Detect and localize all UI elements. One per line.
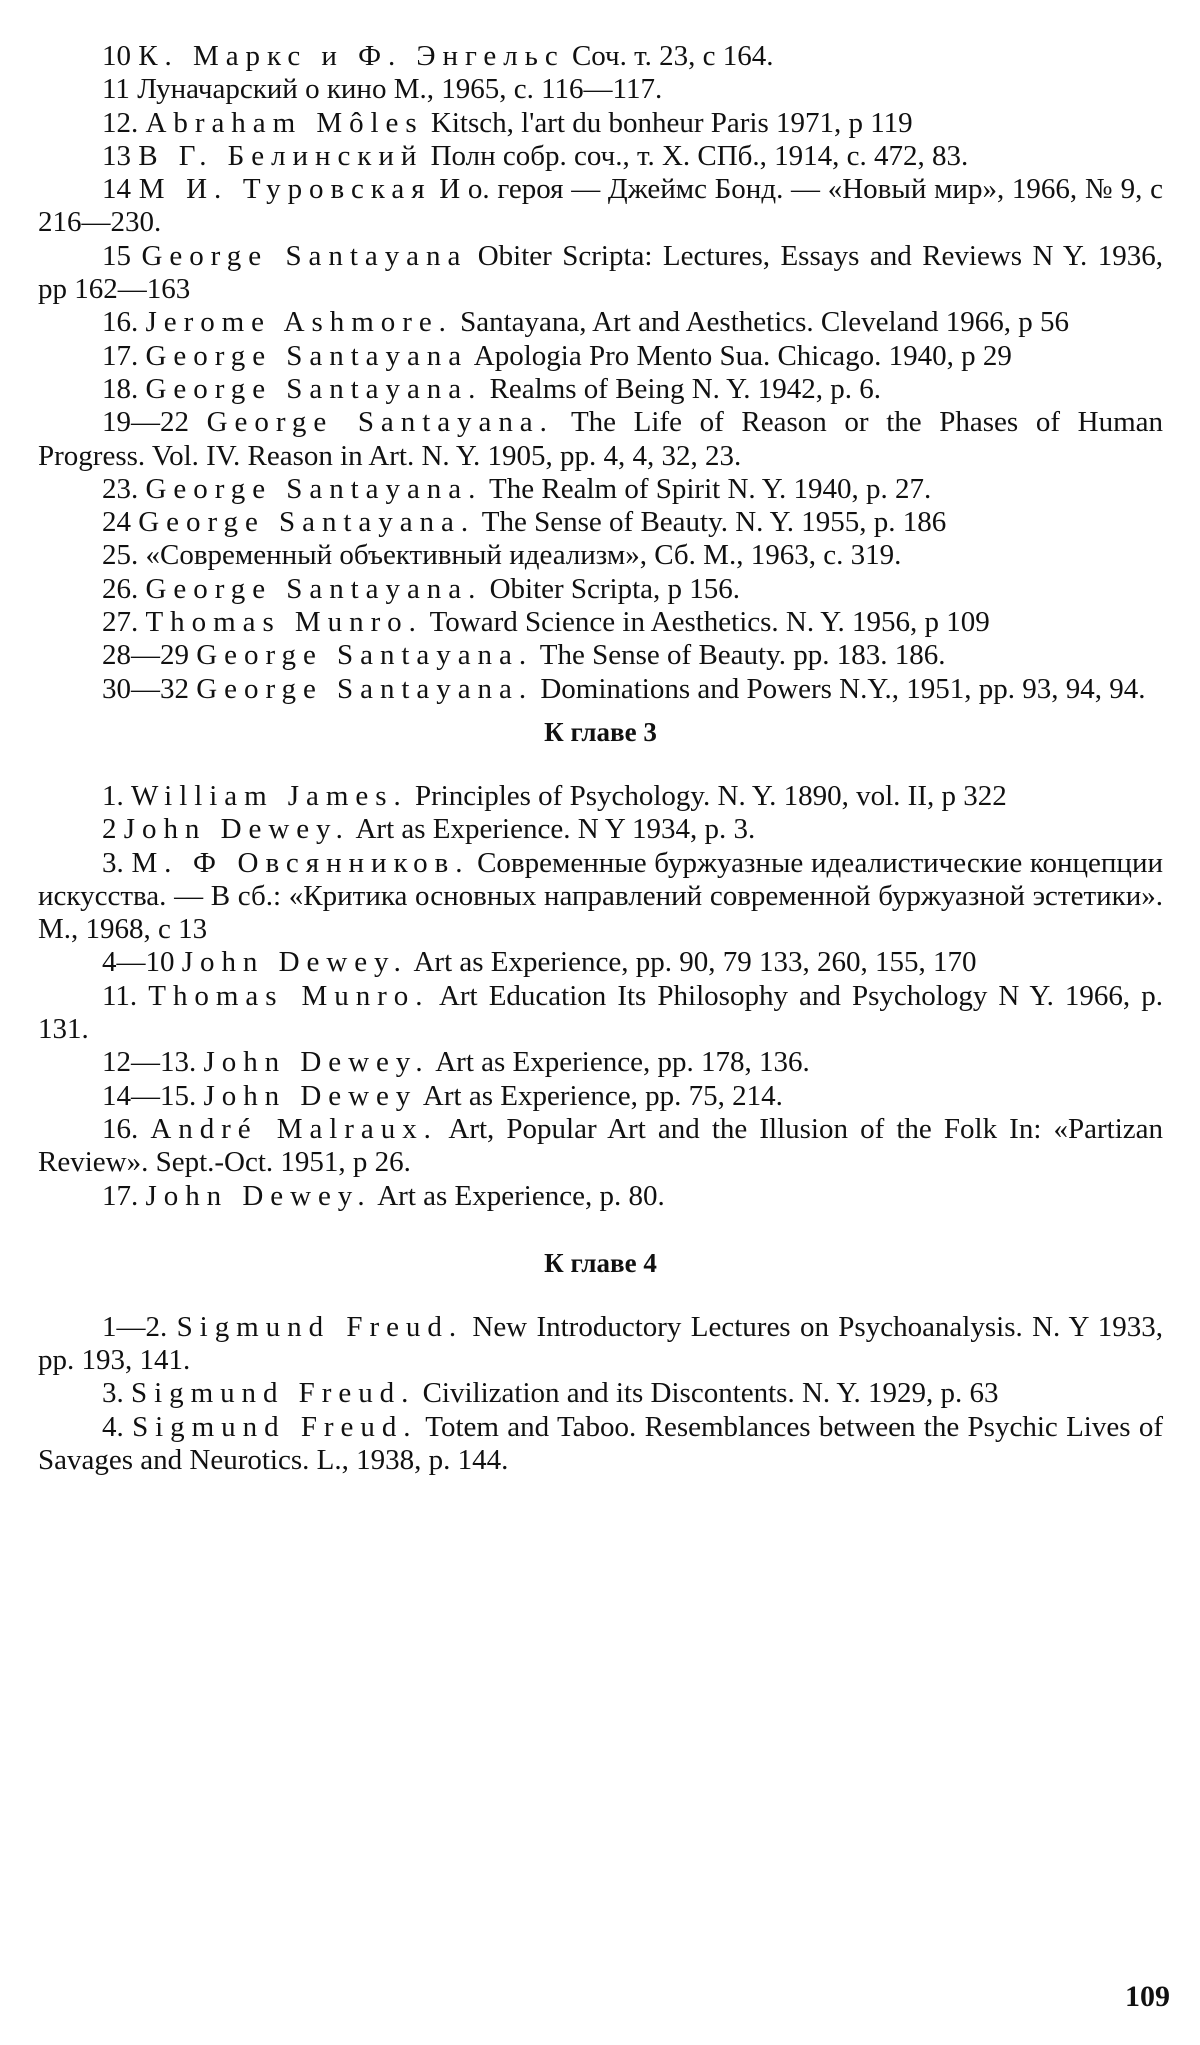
note-number: 16. bbox=[102, 1112, 139, 1145]
notes-section-chapter-4 bbox=[38, 1311, 1163, 1477]
note-text: The Sense of Beauty. pp. 183. 186. bbox=[533, 639, 946, 672]
note-author: George Santayana. bbox=[196, 639, 534, 672]
note-number: 28—29 bbox=[102, 639, 189, 672]
note-text: Kitsch, l'art du bonheur Paris 1971, p 119 bbox=[423, 106, 913, 139]
note-item bbox=[38, 813, 1163, 846]
note-item bbox=[38, 1113, 1163, 1180]
note-text: Apologia Pro Mento Sua. Chicago. 1940, p 29 bbox=[468, 339, 1012, 372]
note-text: New Introductory Lectures on Psychoanalysis. N. Y 1933, pp. 193, 141. bbox=[38, 1310, 1163, 1377]
note-author: George Santayana. bbox=[196, 672, 534, 705]
note-text: И о. героя — Джеймс Бонд. — «Новый мир», 1966, № 9, с 216—230. bbox=[38, 173, 1163, 239]
note-number: 25. bbox=[102, 539, 139, 572]
note-author: George Santayana. bbox=[138, 506, 476, 539]
note-author: В Г. Белинский bbox=[138, 139, 424, 172]
notes-page bbox=[38, 40, 1163, 1477]
note-number: 30—32 bbox=[102, 672, 189, 705]
note-text: «Современный объективный идеализм», Сб. М., 1963, с. 319. bbox=[145, 539, 902, 572]
note-number: 27. bbox=[102, 606, 139, 639]
note-author: Sigmund Freud. bbox=[176, 1310, 464, 1343]
note-number: 17. bbox=[102, 1179, 139, 1212]
note-author: М И. Туровская bbox=[138, 173, 432, 206]
note-number: 11 bbox=[102, 73, 130, 106]
note-text: Art as Experience, pp. 90, 79 133, 260, 155, 170 bbox=[407, 946, 977, 979]
note-author: John Dewey. bbox=[123, 813, 350, 846]
note-item bbox=[38, 1377, 1163, 1410]
note-text: The Life of Reason or the Phases of Human Progress. Vol. IV. Reason in Art. N. Y. 1905, pp. 4, 4, 32, 23. bbox=[38, 406, 1164, 472]
note-item bbox=[38, 240, 1163, 307]
note-author: George Santayana. bbox=[145, 572, 483, 605]
note-number: 23. bbox=[102, 472, 139, 505]
note-text: Art as Experience, pp. 75, 214. bbox=[417, 1079, 783, 1112]
note-number: 13 bbox=[102, 139, 131, 172]
note-item bbox=[38, 980, 1163, 1047]
note-text: Realms of Being N. Y. 1942, p. 6. bbox=[482, 372, 882, 405]
note-text: Principles of Psychology. N. Y. 1890, vol. II, p 322 bbox=[407, 779, 1007, 812]
note-item bbox=[38, 946, 1163, 979]
note-text: The Realm of Spirit N. Y. 1940, p. 27. bbox=[482, 472, 932, 505]
note-item bbox=[38, 573, 1163, 606]
note-author: George Santayana. bbox=[145, 472, 483, 505]
note-number: 14—15. bbox=[102, 1079, 197, 1112]
note-author: Thomas Munro. bbox=[148, 979, 430, 1012]
note-item bbox=[38, 780, 1163, 813]
note-item bbox=[38, 1080, 1163, 1113]
note-text: Santayana, Art and Aesthetics. Cleveland 1966, p 56 bbox=[452, 306, 1069, 339]
note-item bbox=[38, 673, 1163, 706]
note-text: Art as Experience. N Y 1934, p. 3. bbox=[349, 813, 756, 846]
note-item bbox=[38, 1411, 1163, 1478]
note-author: John Dewey. bbox=[145, 1179, 372, 1212]
note-number: 3. bbox=[102, 1377, 124, 1410]
note-text: Dominations and Powers N.Y., 1951, pp. 93, 94, 94. bbox=[533, 672, 1146, 705]
note-item bbox=[38, 1311, 1163, 1378]
note-author: Jerome Ashmore. bbox=[145, 306, 453, 339]
note-author: George Santayana. bbox=[206, 406, 554, 439]
note-text: Toward Science in Aesthetics. N. Y. 1956, p 109 bbox=[422, 606, 990, 639]
note-author: К. Маркс и Ф. Энгельс bbox=[138, 40, 565, 72]
chapter-heading-3: К главе 3 bbox=[544, 716, 657, 747]
note-item bbox=[38, 506, 1163, 539]
note-text: Соч. т. 23, с 164. bbox=[564, 40, 774, 72]
note-text: Obiter Scripta, p 156. bbox=[482, 572, 741, 605]
note-text: Art as Experience, pp. 178, 136. bbox=[429, 1046, 810, 1079]
notes-section-continued bbox=[38, 40, 1163, 706]
note-author: John Dewey. bbox=[203, 1046, 430, 1079]
note-text: Полн собр. соч., т. X. СПб., 1914, с. 472, 83. bbox=[423, 139, 969, 172]
note-author: John Dewey. bbox=[181, 946, 408, 979]
note-author: George Santayana bbox=[141, 239, 468, 272]
note-number: 15 bbox=[102, 239, 131, 272]
note-text: Современные буржуазные идеалистические концепции искусства. — В сб.: «Критика основных направлений современной буржуазной эстетики». М., 1968, с 13 bbox=[38, 846, 1163, 946]
note-item bbox=[38, 73, 1163, 106]
note-author: William James. bbox=[131, 779, 408, 812]
note-number: 1—2. bbox=[102, 1310, 168, 1343]
note-author: Sigmund Freud. bbox=[131, 1377, 416, 1410]
note-number: 18. bbox=[102, 372, 139, 405]
note-text: Art as Experience, p. 80. bbox=[371, 1179, 665, 1212]
note-number: 12. bbox=[102, 106, 139, 139]
note-author: John Dewey bbox=[203, 1079, 418, 1112]
note-author: André Malraux. bbox=[150, 1112, 438, 1145]
note-number: 3. bbox=[102, 846, 124, 879]
note-item bbox=[38, 173, 1163, 240]
note-item bbox=[38, 847, 1163, 947]
notes-section-chapter-3 bbox=[38, 780, 1163, 1213]
note-author: George Santayana. bbox=[145, 372, 483, 405]
note-text: Civilization and its Discontents. N. Y. 1929, p. 63 bbox=[415, 1377, 999, 1410]
note-item bbox=[38, 140, 1163, 173]
note-item bbox=[38, 1046, 1163, 1079]
note-author: Thomas Munro. bbox=[145, 606, 423, 639]
page-number: 109 bbox=[1125, 1980, 1170, 2013]
note-number: 26. bbox=[102, 572, 139, 605]
note-item bbox=[38, 373, 1163, 406]
note-item bbox=[38, 340, 1163, 373]
note-text: Art Education Its Philosophy and Psychology N Y. 1966, p. 131. bbox=[38, 979, 1163, 1046]
note-number: 4. bbox=[102, 1410, 124, 1443]
note-author: George Santayana bbox=[145, 339, 469, 372]
note-text: The Sense of Beauty. N. Y. 1955, p. 186 bbox=[475, 506, 947, 539]
note-text: Obiter Scripta: Lectures, Essays and Reviews N Y. 1936, pp 162—163 bbox=[38, 239, 1164, 306]
note-number: 19—22 bbox=[102, 406, 189, 439]
note-author: Sigmund Freud. bbox=[132, 1410, 418, 1443]
note-item bbox=[38, 1180, 1163, 1213]
note-item bbox=[38, 40, 1163, 73]
note-number: 4—10 bbox=[102, 946, 175, 979]
note-number: 2 bbox=[102, 813, 117, 846]
note-number: 17. bbox=[102, 339, 139, 372]
note-text: Totem and Taboo. Resemblances between the Psychic Lives of Savages and Neurotics. L., 1938, p. 144. bbox=[38, 1410, 1163, 1476]
note-number: 24 bbox=[102, 506, 131, 539]
chapter-heading-4: К главе 4 bbox=[544, 1247, 657, 1278]
note-author: Abraham Môles bbox=[145, 106, 424, 139]
note-item bbox=[38, 107, 1163, 140]
note-item bbox=[38, 473, 1163, 506]
note-number: 10 bbox=[102, 40, 131, 72]
note-item bbox=[38, 539, 1163, 572]
note-number: 12—13. bbox=[102, 1046, 197, 1079]
note-item bbox=[38, 406, 1163, 473]
note-item bbox=[38, 306, 1163, 339]
note-author: М. Ф Овсянников. bbox=[131, 846, 470, 879]
note-item bbox=[38, 606, 1163, 639]
note-number: 1. bbox=[102, 779, 124, 812]
note-text: Луначарский о кино М., 1965, с. 116—117. bbox=[137, 73, 663, 106]
note-number: 16. bbox=[102, 306, 139, 339]
note-number: 11. bbox=[102, 979, 138, 1012]
note-text: Art, Popular Art and the Illusion of the Folk In: «Partizan Review». Sept.-Oct. 1951, p 26. bbox=[38, 1112, 1164, 1179]
note-item bbox=[38, 639, 1163, 672]
note-number: 14 bbox=[102, 173, 131, 206]
